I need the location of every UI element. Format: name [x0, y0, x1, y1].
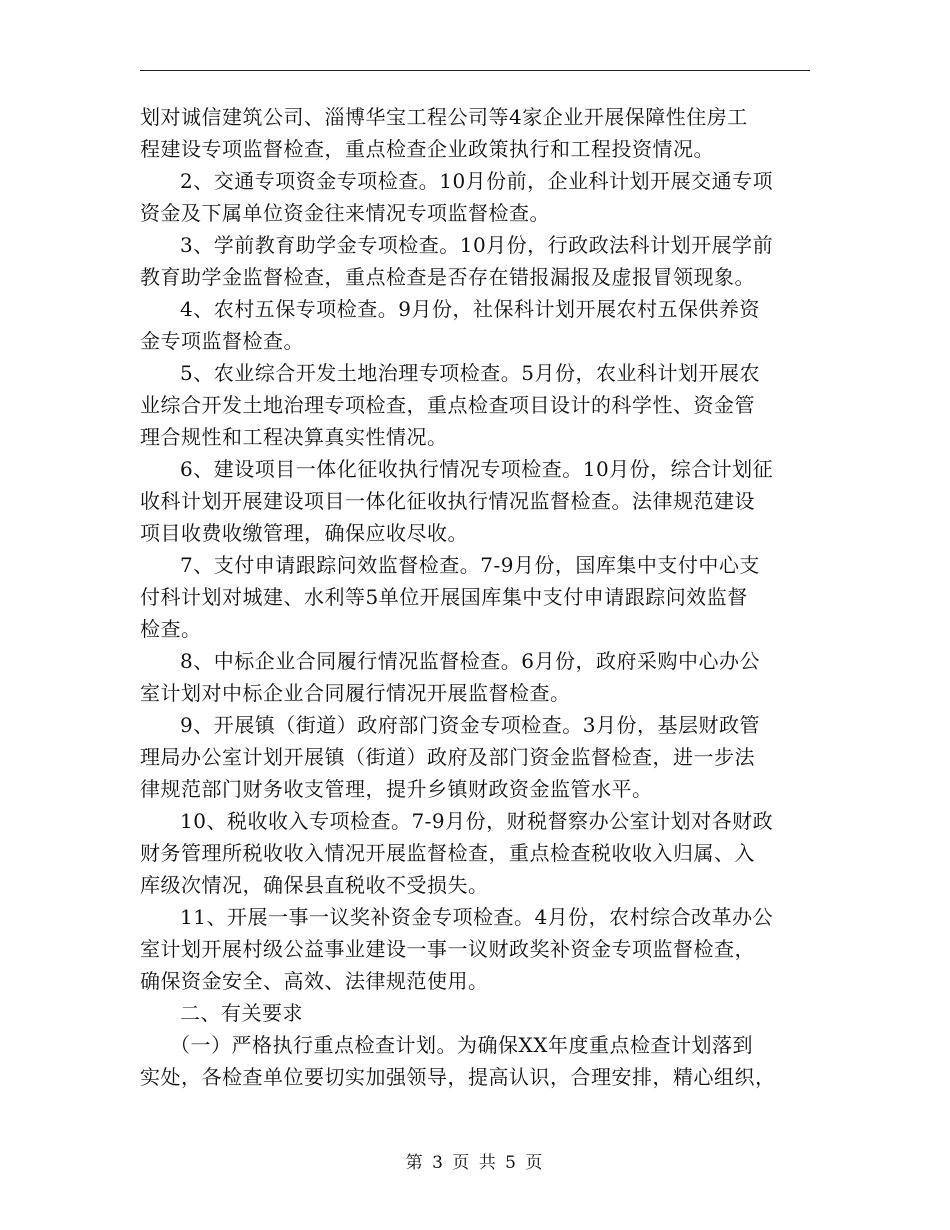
text-line: 2、交通专项资金专项检查。10月份前，企业科计划开展交通专项 — [180, 169, 774, 193]
text-line: 理局办公室计划开展镇（街道）政府及部门资金监督检查，进一步法 — [140, 745, 755, 769]
text-line: 程建设专项监督检查，重点检查企业政策执行和工程投资情况。 — [140, 137, 714, 161]
text-line: 金专项监督检查。 — [140, 329, 304, 353]
text-line: 10、税收收入专项检查。7-9月份，财税督察办公室计划对各财政 — [180, 809, 774, 833]
body-text — [140, 101, 812, 1093]
text-line: 11、开展一事一议奖补资金专项检查。4月份，农村综合改革办公 — [180, 905, 774, 929]
text-line: （一）严格执行重点检查计划。为确保XX年度重点检查计划落到 — [170, 1033, 753, 1057]
text-line: 3、学前教育助学金专项检查。10月份，行政政法科计划开展学前 — [180, 233, 774, 257]
text-line: 库级次情况，确保县直税收不受损失。 — [140, 873, 489, 897]
text-line: 确保资金安全、高效、法律规范使用。 — [140, 969, 489, 993]
text-line: 业综合开发土地治理专项检查，重点检查项目设计的科学性、资金管 — [140, 393, 755, 417]
text-line: 5、农业综合开发土地治理专项检查。5月份，农业科计划开展农 — [180, 361, 760, 385]
text-line: 9、开展镇（街道）政府部门资金专项检查。3月份，基层财政管 — [180, 713, 760, 737]
text-line: 实处，各检查单位要切实加强领导，提高认识，合理安排，精心组织， — [140, 1065, 776, 1089]
text-line: 7、支付申请跟踪问效监督检查。7-9月份，国库集中支付中心支 — [180, 553, 760, 577]
text-line: 财务管理所税收收入情况开展监督检查，重点检查税收收入归属、入 — [140, 841, 755, 865]
text-line: 收科计划开展建设项目一体化征收执行情况监督检查。法律规范建设 — [140, 489, 755, 513]
text-line: 室计划开展村级公益事业建设一事一议财政奖补资金专项监督检查， — [140, 937, 755, 961]
section-heading: 二、有关要求 — [180, 1001, 303, 1025]
text-line: 4、农村五保专项检查。9月份，社保科计划开展农村五保供养资 — [180, 297, 760, 321]
page-number-footer: 第 3 页 共 5 页 — [405, 1153, 545, 1173]
text-line: 室计划对中标企业合同履行情况开展监督检查。 — [140, 681, 571, 705]
text-line: 6、建设项目一体化征收执行情况专项检查。10月份，综合计划征 — [180, 457, 774, 481]
text-line: 教育助学金监督检查，重点检查是否存在错报漏报及虚报冒领现象。 — [140, 265, 755, 289]
text-line: 资金及下属单位资金往来情况专项监督检查。 — [140, 201, 550, 225]
text-line: 理合规性和工程决算真实性情况。 — [140, 425, 448, 449]
header-rule — [140, 70, 810, 71]
text-line: 检查。 — [140, 617, 202, 641]
text-line: 划对诚信建筑公司、淄博华宝工程公司等4家企业开展保障性住房工 — [140, 105, 748, 129]
text-line: 付科计划对城建、水利等5单位开展国库集中支付申请跟踪问效监督 — [140, 585, 748, 609]
text-line: 8、中标企业合同履行情况监督检查。6月份，政府采购中心办公 — [180, 649, 760, 673]
text-line: 律规范部门财务收支管理，提升乡镇财政资金监管水平。 — [140, 777, 653, 801]
text-line: 项目收费收缴管理，确保应收尽收。 — [140, 521, 468, 545]
